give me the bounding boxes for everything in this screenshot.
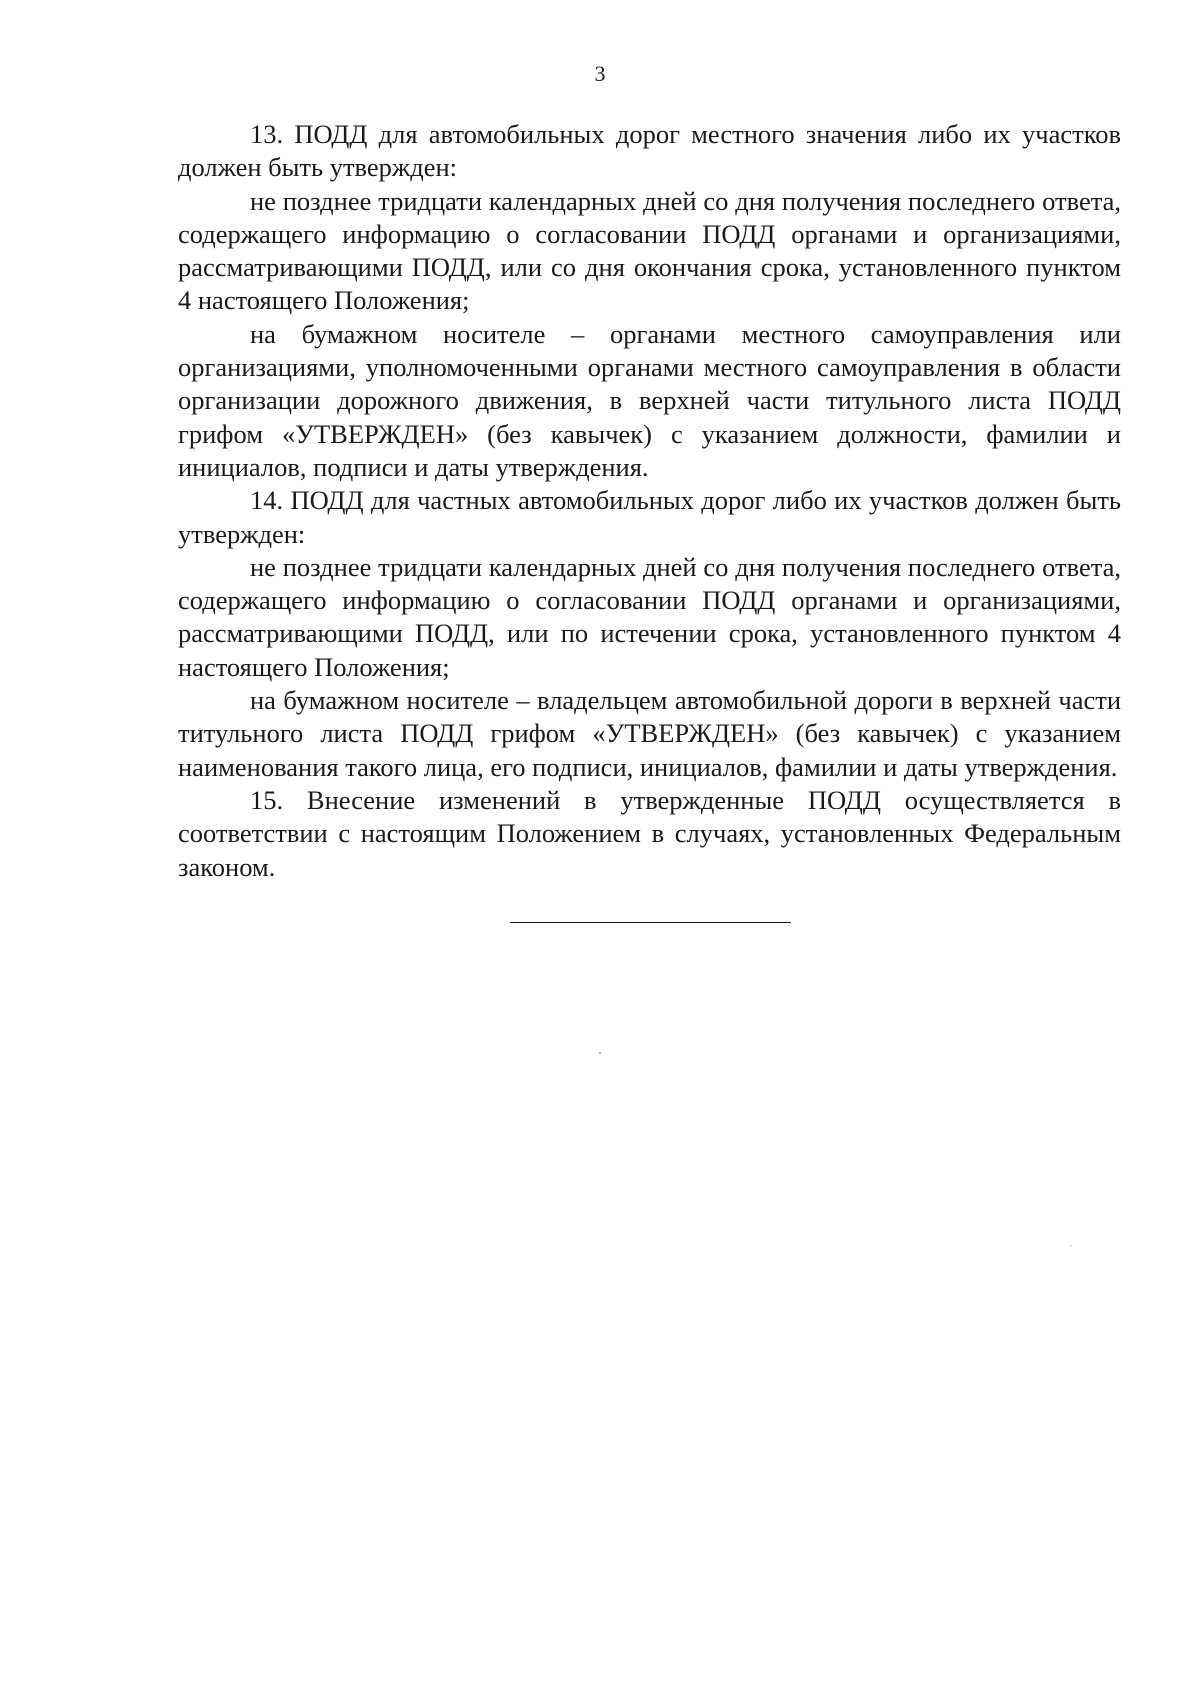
paragraph-15: 15. Внесение изменений в утвержденные ПОДД осуществляется в соответствии с настоящим Положением в случаях, установленных Федеральным законом. — [178, 784, 1121, 882]
paragraph-14-term: не позднее тридцати календарных дней со дня получения последнего ответа, содержащего информацию о согласовании ПОДД органами и организациями, рассматривающими ПОДД, или по истечении срока, установленного пунктом 4 настоящего Положения; — [178, 551, 1121, 682]
scan-speck — [1070, 1245, 1072, 1247]
paragraph-14: 14. ПОДД для частных автомобильных дорог либо их участков должен быть утвержден: — [178, 485, 1121, 549]
paragraph-14-form: на бумажном носителе – владельцем автомобильной дороги в верхней части титульного листа ПОДД грифом «УТВЕРЖДЕН» (без кавычек) с указанием наименования такого лица, его подписи, инициалов, фамилии и даты утверждения. — [178, 685, 1121, 782]
paragraph-13: 13. ПОДД для автомобильных дорог местного значения либо их участков должен быть утвержден: — [178, 119, 1121, 183]
paragraph-13-form: на бумажном носителе – органами местного самоуправления или организациями, уполномоченными органами местного самоуправления в области организации дорожного движения, в верхней части титульного листа ПОДД грифом «УТВЕРЖДЕН» (без кавычек) с указанием должности, фамилии и инициалов, подписи и даты утверждения. — [178, 318, 1121, 482]
document-body — [178, 118, 1121, 884]
paragraph-13-term: не позднее тридцати календарных дней со дня получения последнего ответа, содержащего информацию о согласовании ПОДД органами и организациями, рассматривающими ПОДД, или со дня окончания срока, установленного пунктом 4 настоящего Положения; — [178, 185, 1121, 316]
scan-speck — [599, 1052, 601, 1054]
end-divider-line — [510, 922, 791, 923]
page-number: 3 — [594, 61, 606, 86]
